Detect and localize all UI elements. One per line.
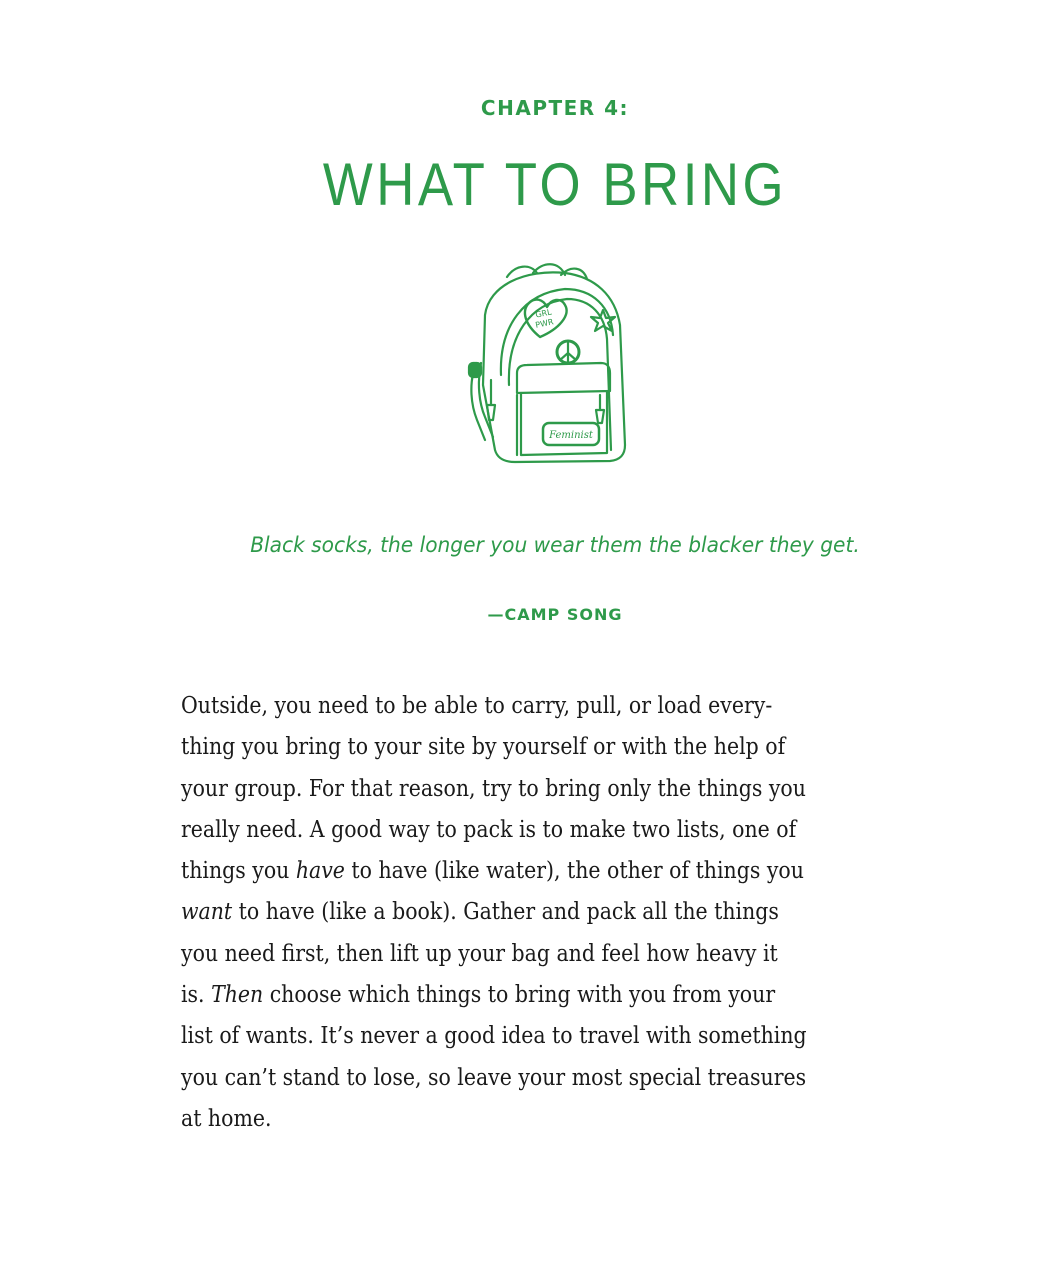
text-run: is.: [181, 982, 212, 1009]
text-run: Outside, you need to be able to carry, pull, or load every-: [181, 693, 773, 719]
heart-patch-line2: PWR: [534, 317, 555, 330]
body-line: [181, 1058, 857, 1099]
body-line: [181, 975, 857, 1016]
body-line: [181, 727, 857, 768]
chapter-title: WHAT TO BRING: [322, 151, 788, 218]
text-run: things you: [181, 858, 296, 885]
feminist-patch-text: Feminist: [549, 430, 593, 441]
epigraph-quote: Black socks, the longer you wear them the blacker they get.: [250, 533, 860, 557]
body-line: [181, 892, 857, 933]
text-run: thing you bring to your site by yourself or with the help of: [181, 734, 786, 761]
text-run: to have (like water), the other of things you: [344, 858, 804, 885]
epigraph-attribution: —CAMP SONG: [487, 605, 623, 624]
text-run: choose which things to bring with you from your: [263, 982, 776, 1009]
text-run: really need. A good way to pack is to make two lists, one of: [181, 816, 797, 843]
chapter-number: CHAPTER 4:: [480, 96, 630, 120]
emphasized-text: want: [181, 899, 233, 926]
text-run: you need first, then lift up your bag and feel how heavy it: [181, 940, 778, 967]
body-line: [181, 769, 857, 810]
text-run: your group. For that reason, try to bring only the things you: [181, 775, 806, 802]
body-line: [181, 1099, 857, 1140]
body-line: [181, 851, 857, 892]
body-line: [181, 810, 857, 851]
text-run: at home.: [181, 1105, 272, 1132]
text-run: to have (like a book). Gather and pack all the things: [232, 899, 779, 926]
body-line: [181, 934, 857, 975]
heart-patch-line1: GRL: [534, 307, 553, 320]
emphasized-text: Then: [211, 982, 264, 1009]
body-paragraph: [181, 686, 941, 1140]
emphasized-text: have: [295, 858, 345, 885]
text-run: list of wants. It’s never a good idea to travel with something: [181, 1023, 807, 1050]
body-line: [181, 686, 857, 727]
backpack-icon: [455, 255, 635, 470]
text-run: you can’t stand to lose, so leave your most special treasures: [181, 1064, 807, 1091]
body-line: [181, 1016, 857, 1057]
